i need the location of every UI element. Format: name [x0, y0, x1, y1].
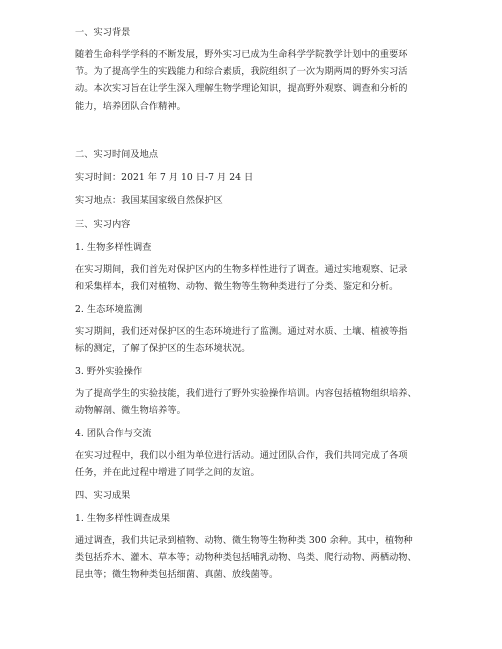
paragraph-line: 类包括乔木、灌木、草本等；动物种类包括哺乳动物、鸟类、爬行动物、两栖动物、 [75, 552, 417, 564]
paragraph-line: 动物解剖、微生物培养等。 [75, 405, 186, 417]
internship-place: 实习地点：我国某国家级自然保护区 [75, 195, 223, 206]
internship-time: 实习时间：2021 年 7 月 10 日-7 月 24 日 [75, 172, 254, 183]
section-heading-time-place: 二、实习时间及地点 [75, 149, 159, 160]
paragraph-line: 昆虫等；微生物种类包括细菌、真菌、放线菌等。 [75, 569, 279, 581]
paragraph-line: 节。为了提高学生的实践能力和综合素质，我院组织了一次为期两周的野外实习活 [75, 66, 408, 78]
section-heading-results: 四、实习成果 [75, 490, 131, 501]
content-item-title: 2. 生态环境监测 [75, 304, 143, 315]
results-item-paragraph [75, 532, 429, 584]
paragraph-line: 能力，培养团队合作精神。 [75, 100, 186, 112]
paragraph-line: 任务，并在此过程中增进了同学之间的友谊。 [75, 467, 260, 479]
paragraph-line: 在实习期间，我们首先对保护区内的生物多样性进行了调查。通过实地观察、记录 [75, 264, 408, 275]
paragraph-line: 和采集样本，我们对植物、动物、微生物等生物种类进行了分类、鉴定和分析。 [75, 281, 399, 293]
content-item-paragraph [75, 385, 429, 419]
paragraph-line: 随着生命科学学科的不断发展，野外实习已成为生命科学学院教学计划中的重要环 [75, 49, 408, 60]
content-item-title: 1. 生物多样性调查 [75, 242, 152, 253]
paragraph-line: 通过调查，我们共记录到植物、动物、微生物等生物种类 300 余种。其中，植物种 [75, 535, 413, 546]
paragraph-line: 动。本次实习旨在让学生深入理解生物学理论知识，提高野外观察、调查和分析的 [75, 83, 408, 95]
paragraph-line: 在实习过程中，我们以小组为单位进行活动。通过团队合作，我们共同完成了各项 [75, 450, 408, 461]
content-item-paragraph [75, 323, 429, 357]
content-item-paragraph [75, 447, 429, 481]
paragraph-line: 实习期间，我们还对保护区的生态环境进行了监测。通过对水质、土壤、植被等指 [75, 326, 408, 337]
content-item-title: 4. 团队合作与交流 [75, 428, 152, 439]
results-item-title: 1. 生物多样性调查成果 [75, 513, 170, 524]
paragraph-background [75, 46, 429, 115]
section-heading-background: 一、实习背景 [75, 27, 131, 38]
content-item-title: 3. 野外实验操作 [75, 366, 143, 377]
content-item-paragraph [75, 261, 429, 295]
paragraph-line: 为了提高学生的实验技能，我们进行了野外实验操作培训。内容包括植物组织培养、 [75, 388, 417, 399]
section-heading-content: 三、实习内容 [75, 219, 131, 230]
paragraph-line: 标的测定，了解了保护区的生态环境状况。 [75, 343, 251, 355]
